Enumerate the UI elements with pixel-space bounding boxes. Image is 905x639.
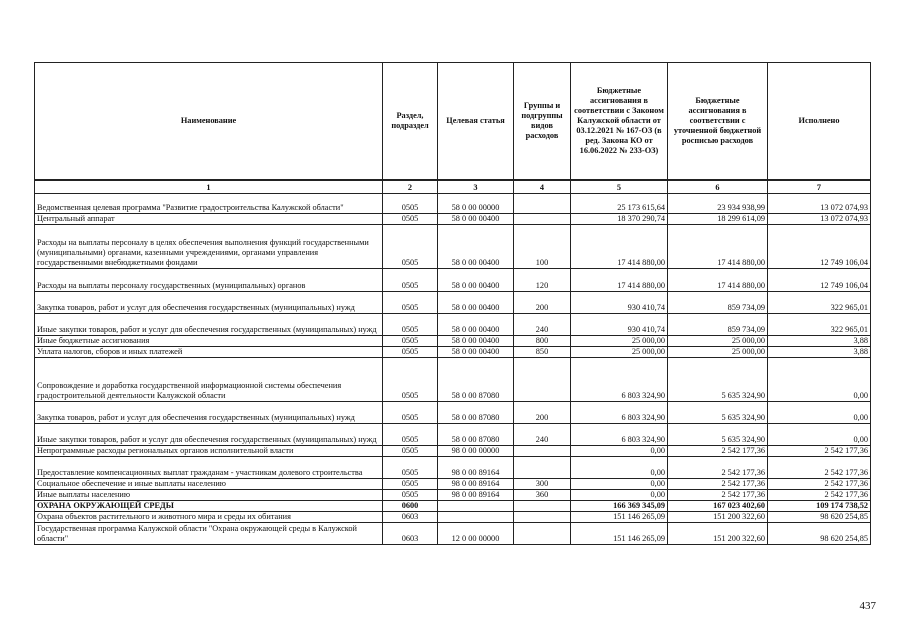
- header-name: Наименование: [35, 63, 383, 181]
- cell-executed: 13 072 074,93: [768, 214, 871, 225]
- cell-executed: 2 542 177,36: [768, 457, 871, 479]
- cell-law-allocation: 6 803 324,90: [571, 358, 668, 402]
- table-row: [35, 358, 871, 402]
- cell-name: Ведомственная целевая программа "Развитие градостроительства Калужской области": [35, 194, 383, 214]
- column-number: 2: [383, 180, 438, 194]
- table-row: [35, 314, 871, 336]
- cell-executed: 98 620 254,85: [768, 523, 871, 545]
- cell-plan-allocation: 859 734,09: [668, 314, 768, 336]
- cell-target-article: 58 0 00 87080: [438, 358, 514, 402]
- cell-expense-group: 240: [514, 424, 571, 446]
- cell-target-article: 98 0 00 89164: [438, 490, 514, 501]
- table-body: [35, 194, 871, 545]
- cell-law-allocation: 25 000,00: [571, 347, 668, 358]
- cell-name: Расходы на выплаты персоналу государственных (муниципальных) органов: [35, 269, 383, 292]
- cell-section: 0603: [383, 512, 438, 523]
- table-row: [35, 501, 871, 512]
- cell-expense-group: [514, 512, 571, 523]
- cell-target-article: 58 0 00 00400: [438, 225, 514, 269]
- cell-plan-allocation: 23 934 938,99: [668, 194, 768, 214]
- cell-expense-group: [514, 214, 571, 225]
- cell-section: 0603: [383, 523, 438, 545]
- cell-plan-allocation: 2 542 177,36: [668, 479, 768, 490]
- cell-law-allocation: 17 414 880,00: [571, 269, 668, 292]
- cell-plan-allocation: 859 734,09: [668, 292, 768, 314]
- cell-law-allocation: 17 414 880,00: [571, 225, 668, 269]
- cell-section: 0505: [383, 479, 438, 490]
- column-number: 7: [768, 180, 871, 194]
- cell-target-article: [438, 512, 514, 523]
- cell-section: 0505: [383, 402, 438, 424]
- cell-law-allocation: 18 370 290,74: [571, 214, 668, 225]
- cell-target-article: 12 0 00 00000: [438, 523, 514, 545]
- cell-name: Уплата налогов, сборов и иных платежей: [35, 347, 383, 358]
- header-law-allocation: Бюджетные ассигнования в соответствии с Законом Калужской области от 03.12.2021 № 167-ОЗ (в ред. Закона КО от 16.06.2022 № 233-ОЗ): [571, 63, 668, 181]
- table-row: [35, 479, 871, 490]
- cell-section: 0505: [383, 490, 438, 501]
- cell-plan-allocation: 5 635 324,90: [668, 358, 768, 402]
- cell-target-article: [438, 501, 514, 512]
- cell-name: Иные выплаты населению: [35, 490, 383, 501]
- cell-name: Иные закупки товаров, работ и услуг для обеспечения государственных (муниципальных) нужд: [35, 424, 383, 446]
- cell-plan-allocation: 2 542 177,36: [668, 490, 768, 501]
- cell-law-allocation: 25 000,00: [571, 336, 668, 347]
- cell-target-article: 58 0 00 00400: [438, 269, 514, 292]
- cell-target-article: 58 0 00 87080: [438, 402, 514, 424]
- cell-law-allocation: 151 146 265,09: [571, 512, 668, 523]
- cell-plan-allocation: 151 200 322,60: [668, 512, 768, 523]
- table-row: [35, 490, 871, 501]
- header-executed: Исполнено: [768, 63, 871, 181]
- cell-section: 0505: [383, 194, 438, 214]
- cell-name: Центральный аппарат: [35, 214, 383, 225]
- table-row: [35, 336, 871, 347]
- cell-name: Закупка товаров, работ и услуг для обеспечения государственных (муниципальных) нужд: [35, 292, 383, 314]
- cell-section: 0505: [383, 446, 438, 457]
- cell-name: Сопровождение и доработка государственной информационной системы обеспечения градостроительной деятельности Калужской области: [35, 358, 383, 402]
- table-row: [35, 269, 871, 292]
- cell-target-article: 58 0 00 00000: [438, 194, 514, 214]
- cell-section: 0505: [383, 225, 438, 269]
- cell-name: ОХРАНА ОКРУЖАЮЩЕЙ СРЕДЫ: [35, 501, 383, 512]
- cell-section: 0505: [383, 292, 438, 314]
- cell-name: Предоставление компенсационных выплат гражданам - участникам долевого строительства: [35, 457, 383, 479]
- cell-executed: 322 965,01: [768, 314, 871, 336]
- cell-plan-allocation: 17 414 880,00: [668, 225, 768, 269]
- cell-executed: 2 542 177,36: [768, 479, 871, 490]
- table-row: [35, 424, 871, 446]
- cell-executed: 109 174 738,52: [768, 501, 871, 512]
- budget-report-page: [34, 62, 870, 545]
- header-plan-allocation: Бюджетные ассигнования в соответствии с уточненной бюджетной росписью расходов: [668, 63, 768, 181]
- column-number: 6: [668, 180, 768, 194]
- cell-name: Иные закупки товаров, работ и услуг для обеспечения государственных (муниципальных) нужд: [35, 314, 383, 336]
- cell-expense-group: 200: [514, 292, 571, 314]
- column-number-row: [35, 180, 871, 194]
- table-row: [35, 347, 871, 358]
- cell-expense-group: 200: [514, 402, 571, 424]
- cell-name: Иные бюджетные ассигнования: [35, 336, 383, 347]
- cell-section: 0505: [383, 314, 438, 336]
- cell-expense-group: [514, 523, 571, 545]
- table-row: [35, 402, 871, 424]
- cell-name: Закупка товаров, работ и услуг для обеспечения государственных (муниципальных) нужд: [35, 402, 383, 424]
- cell-expense-group: 120: [514, 269, 571, 292]
- cell-executed: 322 965,01: [768, 292, 871, 314]
- cell-plan-allocation: 2 542 177,36: [668, 457, 768, 479]
- cell-section: 0505: [383, 358, 438, 402]
- cell-section: 0505: [383, 269, 438, 292]
- column-number: 3: [438, 180, 514, 194]
- cell-expense-group: [514, 194, 571, 214]
- table-row: [35, 512, 871, 523]
- cell-plan-allocation: 167 023 402,60: [668, 501, 768, 512]
- budget-execution-table: [34, 62, 871, 545]
- table-row: [35, 292, 871, 314]
- cell-expense-group: [514, 457, 571, 479]
- cell-target-article: 98 0 00 89164: [438, 457, 514, 479]
- cell-name: Государственная программа Калужской области "Охрана окружающей среды в Калужской области": [35, 523, 383, 545]
- table-row: [35, 457, 871, 479]
- table-row: [35, 225, 871, 269]
- header-target-article: Целевая статья: [438, 63, 514, 181]
- cell-target-article: 58 0 00 00400: [438, 314, 514, 336]
- column-number: 5: [571, 180, 668, 194]
- table-row: [35, 446, 871, 457]
- table-row: [35, 214, 871, 225]
- cell-plan-allocation: 151 200 322,60: [668, 523, 768, 545]
- cell-target-article: 58 0 00 00400: [438, 292, 514, 314]
- cell-law-allocation: 151 146 265,09: [571, 523, 668, 545]
- cell-target-article: 58 0 00 00400: [438, 347, 514, 358]
- table-row: [35, 194, 871, 214]
- cell-law-allocation: 0,00: [571, 490, 668, 501]
- cell-name: Охрана объектов растительного и животного мира и среды их обитания: [35, 512, 383, 523]
- cell-expense-group: 850: [514, 347, 571, 358]
- cell-executed: 12 749 106,04: [768, 269, 871, 292]
- cell-law-allocation: 6 803 324,90: [571, 424, 668, 446]
- cell-section: 0505: [383, 347, 438, 358]
- cell-executed: 13 072 074,93: [768, 194, 871, 214]
- cell-law-allocation: 930 410,74: [571, 292, 668, 314]
- header-expense-group: Группы и подгруппы видов расходов: [514, 63, 571, 181]
- column-number: 4: [514, 180, 571, 194]
- cell-law-allocation: 25 173 615,64: [571, 194, 668, 214]
- column-number: 1: [35, 180, 383, 194]
- cell-law-allocation: 6 803 324,90: [571, 402, 668, 424]
- cell-executed: 2 542 177,36: [768, 446, 871, 457]
- cell-law-allocation: 166 369 345,09: [571, 501, 668, 512]
- page-number: 437: [859, 600, 876, 612]
- cell-section: 0600: [383, 501, 438, 512]
- cell-name: Расходы на выплаты персоналу в целях обеспечения выполнения функций государственными (муниципальными) органами, казенными учреждениями, органами управления государственными внебюджетными фондами: [35, 225, 383, 269]
- cell-executed: 12 749 106,04: [768, 225, 871, 269]
- cell-target-article: 58 0 00 00400: [438, 214, 514, 225]
- cell-target-article: 58 0 00 00400: [438, 336, 514, 347]
- header-section: Раздел, подраздел: [383, 63, 438, 181]
- table-header-row: [35, 63, 871, 181]
- cell-expense-group: 360: [514, 490, 571, 501]
- cell-section: 0505: [383, 336, 438, 347]
- cell-law-allocation: 0,00: [571, 446, 668, 457]
- cell-expense-group: 100: [514, 225, 571, 269]
- cell-expense-group: 300: [514, 479, 571, 490]
- cell-plan-allocation: 2 542 177,36: [668, 446, 768, 457]
- cell-expense-group: 800: [514, 336, 571, 347]
- cell-expense-group: [514, 358, 571, 402]
- cell-expense-group: [514, 501, 571, 512]
- table-row: [35, 523, 871, 545]
- cell-plan-allocation: 5 635 324,90: [668, 402, 768, 424]
- cell-executed: 0,00: [768, 402, 871, 424]
- cell-plan-allocation: 17 414 880,00: [668, 269, 768, 292]
- cell-expense-group: [514, 446, 571, 457]
- cell-law-allocation: 930 410,74: [571, 314, 668, 336]
- cell-section: 0505: [383, 214, 438, 225]
- cell-target-article: 98 0 00 00000: [438, 446, 514, 457]
- cell-executed: 2 542 177,36: [768, 490, 871, 501]
- cell-plan-allocation: 25 000,00: [668, 336, 768, 347]
- cell-executed: 3,88: [768, 336, 871, 347]
- cell-executed: 3,88: [768, 347, 871, 358]
- cell-executed: 98 620 254,85: [768, 512, 871, 523]
- cell-executed: 0,00: [768, 358, 871, 402]
- cell-plan-allocation: 18 299 614,09: [668, 214, 768, 225]
- cell-expense-group: 240: [514, 314, 571, 336]
- cell-section: 0505: [383, 457, 438, 479]
- cell-target-article: 58 0 00 87080: [438, 424, 514, 446]
- cell-plan-allocation: 5 635 324,90: [668, 424, 768, 446]
- cell-executed: 0,00: [768, 424, 871, 446]
- cell-law-allocation: 0,00: [571, 479, 668, 490]
- cell-name: Социальное обеспечение и иные выплаты населению: [35, 479, 383, 490]
- cell-law-allocation: 0,00: [571, 457, 668, 479]
- cell-section: 0505: [383, 424, 438, 446]
- cell-name: Непрограммные расходы региональных органов исполнительной власти: [35, 446, 383, 457]
- cell-plan-allocation: 25 000,00: [668, 347, 768, 358]
- cell-target-article: 98 0 00 89164: [438, 479, 514, 490]
